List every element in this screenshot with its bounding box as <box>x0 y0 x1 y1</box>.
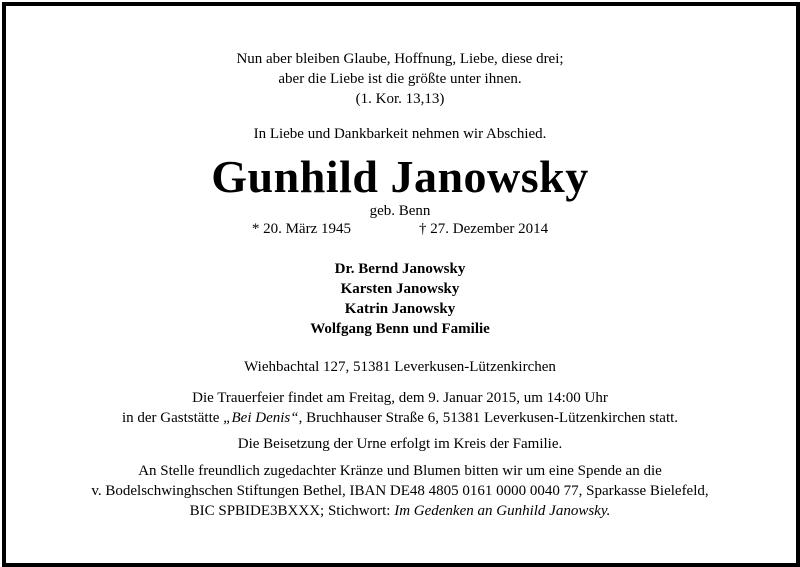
donation-line-3 <box>0 502 800 520</box>
life-dates <box>0 220 800 238</box>
funeral-line-2-prefix: in der Gaststätte <box>121 410 224 426</box>
deceased-name: Gunhild Janowsky <box>211 151 589 202</box>
donation-line-2: v. Bodelschwinghschen Stiftungen Bethel, IBAN DE48 4805 0161 0000 0040 77, Sparkasse Bielefeld, <box>91 483 709 499</box>
maiden-name: geb. Benn <box>369 203 431 219</box>
mourner-2: Karsten Janowsky <box>340 281 460 297</box>
farewell-text: In Liebe und Dankbarkeit nehmen wir Abschied. <box>253 126 547 142</box>
burial-notice: Die Beisetzung der Urne erfolgt im Kreis der Familie. <box>237 436 563 452</box>
mourner-3: Katrin Janowsky <box>344 301 456 317</box>
death-date: † 27. Dezember 2014 <box>419 221 549 237</box>
funeral-line-2 <box>0 409 800 427</box>
mourner-1: Dr. Bernd Janowsky <box>334 261 466 277</box>
verse-line-2: aber die Liebe ist die größte unter ihnen. <box>278 71 522 87</box>
verse-line-1: Nun aber bleiben Glaube, Hoffnung, Liebe, diese drei; <box>236 51 564 67</box>
donation-line-1: An Stelle freundlich zugedachter Kränze und Blumen bitten wir um eine Spende an die <box>138 463 662 479</box>
funeral-line-1: Die Trauerfeier findet am Freitag, dem 9. Januar 2015, um 14:00 Uhr <box>192 390 608 406</box>
birth-date: * 20. März 1945 <box>251 221 351 237</box>
mourner-4: Wolfgang Benn und Familie <box>310 321 490 337</box>
donation-line-3-prefix: BIC SPBIDE3BXXX; Stichwort: <box>189 503 395 519</box>
verse-reference: (1. Kor. 13,13) <box>355 91 445 107</box>
funeral-line-2-suffix: , Bruchhauser Straße 6, 51381 Leverkusen-Lützenkirchen statt. <box>298 410 679 426</box>
venue-name: „Bei Denis“ <box>223 410 299 426</box>
family-address: Wiehbachtal 127, 51381 Leverkusen-Lützenkirchen <box>244 359 556 375</box>
donation-keyword: Im Gedenken an Gunhild Janowsky. <box>394 503 611 519</box>
